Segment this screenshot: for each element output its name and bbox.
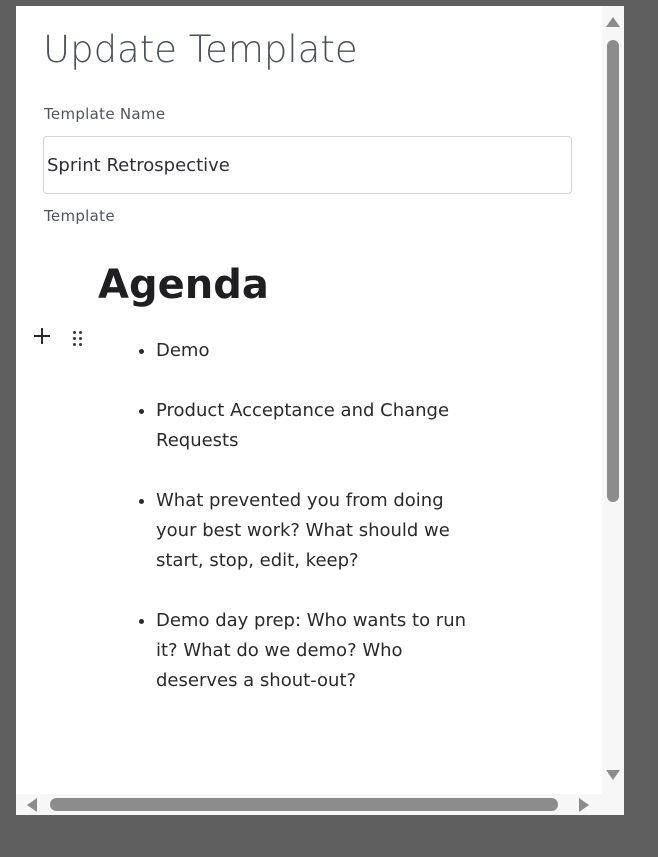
scroll-up-arrow-icon[interactable] <box>606 17 620 27</box>
plus-icon[interactable] <box>32 326 52 346</box>
vertical-scrollbar[interactable] <box>602 6 624 794</box>
template-editor[interactable] <box>16 256 602 794</box>
drag-handle-icon[interactable] <box>73 331 85 349</box>
template-label: Template <box>44 207 115 225</box>
template-name-input[interactable] <box>43 136 572 194</box>
template-name-label: Template Name <box>44 105 166 123</box>
scroll-down-arrow-icon[interactable] <box>606 770 620 780</box>
editor-heading[interactable]: Agenda <box>98 262 269 308</box>
scroll-right-arrow-icon[interactable] <box>579 798 589 812</box>
agenda-list[interactable] <box>126 336 476 726</box>
vertical-scroll-thumb[interactable] <box>607 40 619 502</box>
dialog-title: Update Template <box>43 28 358 71</box>
horizontal-scroll-thumb[interactable] <box>50 798 558 811</box>
list-item[interactable]: • Demo <box>156 336 476 366</box>
dialog-content[interactable] <box>16 6 602 794</box>
horizontal-scrollbar[interactable] <box>16 794 624 815</box>
list-item[interactable]: • Product Acceptance and Change Requests <box>156 396 476 456</box>
list-item[interactable]: • What prevented you from doing your best work? What should we start, stop, edit, keep? <box>156 486 476 576</box>
list-item[interactable]: • Demo day prep: Who wants to run it? What do we demo? Who deserves a shout-out? <box>156 606 476 696</box>
scroll-left-arrow-icon[interactable] <box>27 798 37 812</box>
update-template-dialog <box>16 6 624 815</box>
